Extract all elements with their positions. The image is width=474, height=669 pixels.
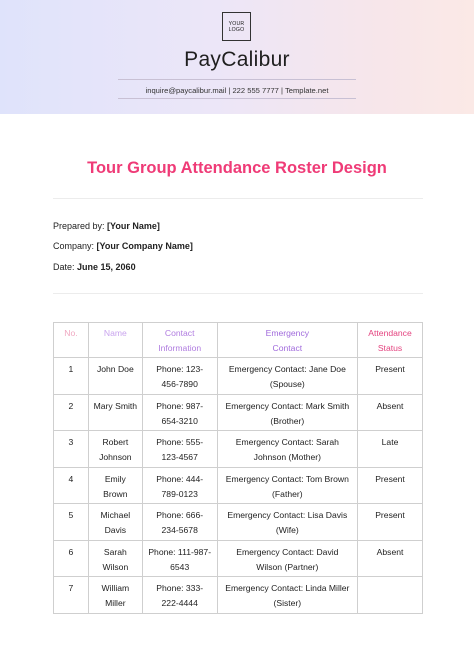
cell-emergency-text: Emergency Contact: Tom Brown xyxy=(225,473,349,484)
table-row xyxy=(54,358,423,395)
prepared-by xyxy=(53,221,160,231)
cell-no xyxy=(54,577,89,614)
cell-emergency-text: Emergency Contact: David xyxy=(236,546,339,557)
cell-emergency xyxy=(217,358,357,395)
header-contact xyxy=(142,323,217,358)
cell-name xyxy=(88,394,142,431)
cell-contact-text: 123-4567 xyxy=(161,452,198,462)
cell-emergency-text: (Sister) xyxy=(273,598,302,608)
cell-status xyxy=(358,504,423,541)
cell-status-text: Present xyxy=(375,364,405,374)
cell-contact xyxy=(142,394,217,431)
header-status-line1: Attendance xyxy=(368,328,412,338)
divider xyxy=(53,293,423,294)
divider xyxy=(53,198,423,199)
cell-no xyxy=(54,394,89,431)
cell-contact-text: 654-3210 xyxy=(161,415,198,426)
date-label: Date: xyxy=(53,262,75,272)
table-header-row xyxy=(54,323,423,358)
cell-no-text: 7 xyxy=(68,583,74,593)
cell-emergency-text: Wilson (Partner) xyxy=(256,561,319,572)
cell-no-text: 4 xyxy=(68,473,74,484)
cell-status xyxy=(358,540,423,577)
header-status xyxy=(358,323,423,358)
cell-name-text: Sarah xyxy=(103,546,127,557)
cell-status-text: Absent xyxy=(376,546,404,557)
cell-status xyxy=(358,467,423,504)
cell-status-text: Late xyxy=(381,437,399,447)
cell-contact xyxy=(142,467,217,504)
cell-no-text: 5 xyxy=(68,510,74,520)
cell-no xyxy=(54,358,89,395)
cell-emergency xyxy=(217,540,357,577)
cell-name-text: Brown xyxy=(103,488,128,499)
cell-status xyxy=(358,358,423,395)
cell-emergency-text: (Wife) xyxy=(275,525,299,535)
cell-emergency-text: Emergency Contact: Mark Smith xyxy=(225,400,350,411)
cell-name xyxy=(88,467,142,504)
company-value: [Your Company Name] xyxy=(96,241,193,251)
cell-status-text: Absent xyxy=(376,400,404,411)
cell-status xyxy=(358,577,423,614)
cell-contact-text: Phone: 333- xyxy=(156,583,204,593)
cell-status-text: Present xyxy=(375,473,405,484)
date xyxy=(53,262,136,272)
cell-contact-text: Phone: 123- xyxy=(156,364,204,374)
header-contact-line2: Information xyxy=(158,343,202,353)
cell-contact-text: 789-0123 xyxy=(161,488,198,499)
cell-emergency-text: Johnson (Mother) xyxy=(253,452,321,462)
logo-text-line2: LOGO xyxy=(228,26,245,33)
header-name: Name xyxy=(88,323,142,358)
attendance-table xyxy=(53,322,423,614)
cell-status-text: Present xyxy=(375,510,405,520)
cell-no-text: 1 xyxy=(68,364,74,374)
cell-contact xyxy=(142,431,217,468)
table-row xyxy=(54,394,423,431)
cell-no-text: 2 xyxy=(68,400,74,411)
table-row xyxy=(54,431,423,468)
cell-contact-text: Phone: 111-987- xyxy=(148,546,212,557)
cell-contact-text: 6543 xyxy=(170,561,190,572)
cell-no-text: 6 xyxy=(68,546,74,557)
header-emergency-line1: Emergency xyxy=(265,328,310,338)
table-body xyxy=(54,358,423,614)
cell-contact xyxy=(142,504,217,541)
table-row xyxy=(54,577,423,614)
cell-emergency xyxy=(217,504,357,541)
cell-emergency-text: (Spouse) xyxy=(269,379,305,389)
cell-no xyxy=(54,540,89,577)
cell-name-text: Miller xyxy=(105,598,126,608)
cell-contact-text: Phone: 444- xyxy=(156,473,204,484)
cell-name-text: John Doe xyxy=(96,364,134,374)
cell-contact xyxy=(142,540,217,577)
cell-emergency xyxy=(217,431,357,468)
company-name: PayCalibur xyxy=(184,48,290,71)
prepared-by-label: Prepared by: xyxy=(53,221,105,231)
logo-placeholder xyxy=(222,12,251,41)
cell-contact-text: Phone: 666- xyxy=(156,510,204,520)
cell-emergency xyxy=(217,394,357,431)
cell-name-text: Mary Smith xyxy=(93,400,138,411)
header-emergency-line2: Contact xyxy=(272,343,303,353)
company-label: Company: xyxy=(53,241,95,251)
prepared-by-value: [Your Name] xyxy=(107,221,160,231)
cell-no xyxy=(54,504,89,541)
cell-name-text: Emily xyxy=(104,473,126,484)
cell-contact-text: Phone: 987- xyxy=(156,400,204,411)
table-row xyxy=(54,504,423,541)
cell-emergency-text: Emergency Contact: Lisa Davis xyxy=(227,510,348,520)
table-row xyxy=(54,540,423,577)
date-value: June 15, 2060 xyxy=(77,262,136,272)
logo-text-line1: YOUR xyxy=(228,20,245,27)
header-emergency xyxy=(217,323,357,358)
cell-status xyxy=(358,394,423,431)
header-no: No. xyxy=(54,323,89,358)
cell-name xyxy=(88,504,142,541)
header-contact-line1: Contact xyxy=(164,328,195,338)
cell-name-text: Michael xyxy=(100,510,131,520)
cell-contact-text: 456-7890 xyxy=(161,379,198,389)
cell-no xyxy=(54,467,89,504)
contact-line: inquire@paycalibur.mail | 222 555 7777 | Template.net xyxy=(145,86,329,95)
letterhead xyxy=(0,0,474,114)
cell-contact-text: Phone: 555- xyxy=(156,437,204,447)
cell-no-text: 3 xyxy=(68,437,74,447)
cell-name xyxy=(88,540,142,577)
cell-emergency-text: (Brother) xyxy=(270,415,305,426)
cell-contact xyxy=(142,358,217,395)
cell-emergency-text: Emergency Contact: Jane Doe xyxy=(228,364,346,374)
cell-contact-text: 222-4444 xyxy=(161,598,198,608)
cell-emergency xyxy=(217,467,357,504)
cell-name-text: Wilson xyxy=(102,561,129,572)
cell-name xyxy=(88,431,142,468)
cell-emergency-text: Emergency Contact: Linda Miller xyxy=(225,583,350,593)
cell-no xyxy=(54,431,89,468)
divider xyxy=(118,98,356,99)
cell-name xyxy=(88,358,142,395)
cell-name-text: Robert xyxy=(102,437,129,447)
cell-status xyxy=(358,431,423,468)
cell-name xyxy=(88,577,142,614)
cell-contact xyxy=(142,577,217,614)
cell-contact-text: 234-5678 xyxy=(161,525,198,535)
company xyxy=(53,241,193,251)
document-title: Tour Group Attendance Roster Design xyxy=(87,159,387,177)
table-row xyxy=(54,467,423,504)
cell-emergency xyxy=(217,577,357,614)
cell-emergency-text: Emergency Contact: Sarah xyxy=(235,437,339,447)
cell-name-text: Davis xyxy=(104,525,127,535)
header-status-line2: Status xyxy=(377,343,403,353)
cell-name-text: William xyxy=(101,583,130,593)
divider xyxy=(118,79,356,80)
cell-name-text: Johnson xyxy=(99,452,132,462)
cell-emergency-text: (Father) xyxy=(272,488,303,499)
